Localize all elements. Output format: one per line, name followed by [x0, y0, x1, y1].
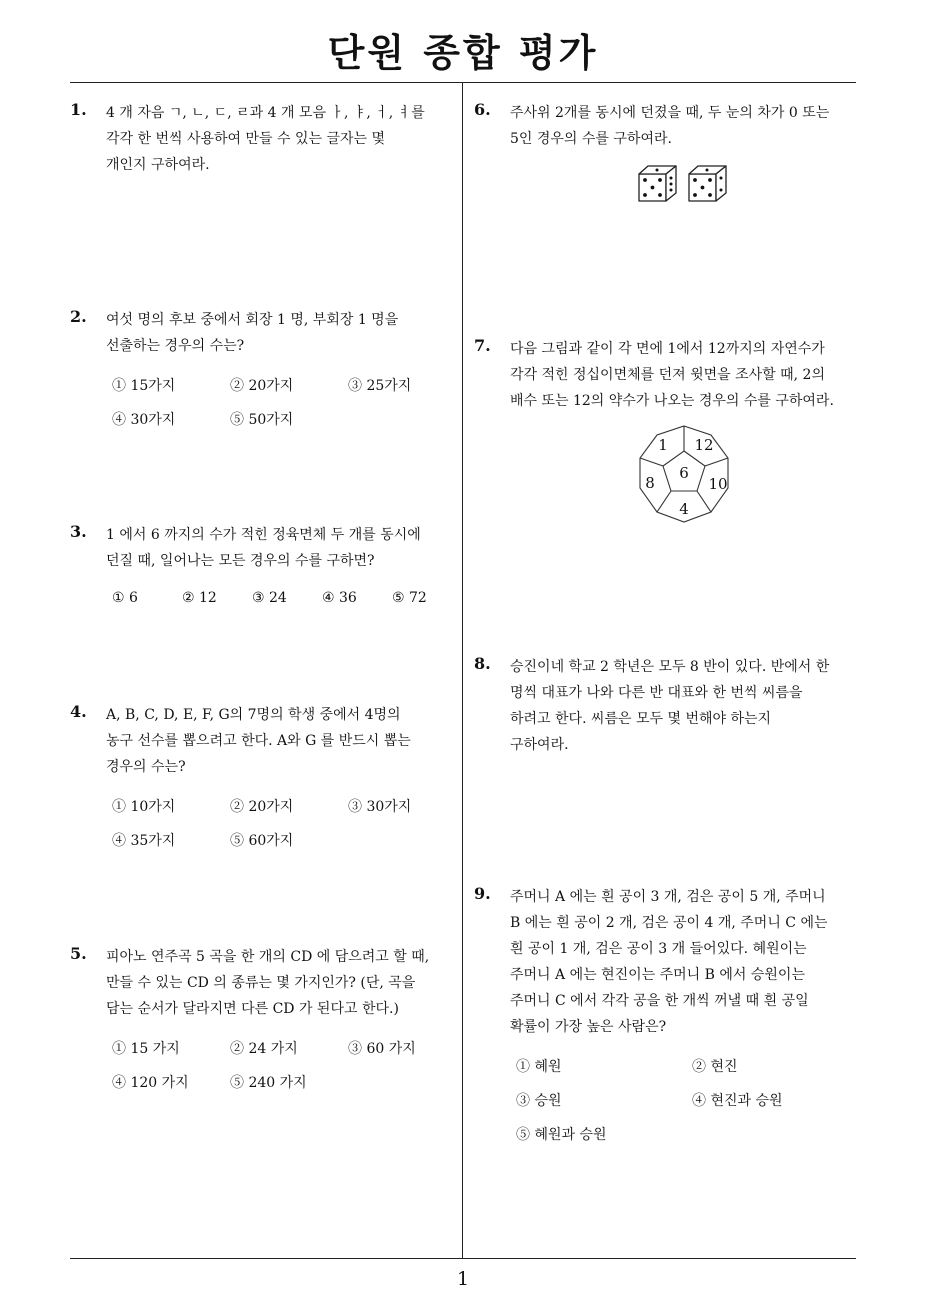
question-text: 다음 그림과 같이 각 면에 1에서 12까지의 자연수가 각각 적힌 정십이면체를 던져 윗면을 조사할 때, 2의 배수 또는 12의 약수가 나오는 경우의 수를 구하여라. [510, 341, 834, 409]
choice-1[interactable]: ① 6 [112, 590, 138, 606]
two-dice-figure [636, 162, 732, 204]
question-number: 8. [474, 654, 491, 673]
question-text: 승진이네 학교 2 학년은 모두 8 반이 있다. 반에서 한 명씩 대표가 나와 다른 반 대표와 한 번씩 씨름을 하려고 한다. 씨름은 모두 몇 번해야 하는지 구하여라. [510, 659, 830, 753]
choice-2[interactable]: ② 20가지 [230, 378, 294, 394]
choice-2[interactable]: ② 현진 [692, 1059, 738, 1075]
question-7 [474, 336, 858, 414]
answer-choices [516, 1056, 858, 1144]
question-text: 여섯 명의 후보 중에서 회장 1 명, 부회장 1 명을 선출하는 경우의 수는? [106, 312, 399, 354]
choice-3[interactable]: ③ 30가지 [348, 799, 412, 815]
choice-3[interactable]: ③ 승원 [516, 1093, 562, 1109]
column-divider [462, 83, 463, 1259]
question-text: A, B, C, D, E, F, G의 7명의 학생 중에서 4명의 농구 선수를 뽑으려고 한다. A와 G 를 반드시 뽑는 경우의 수는? [106, 707, 411, 775]
choice-2[interactable]: ② 12 [182, 590, 217, 606]
choice-3[interactable]: ③ 25가지 [348, 378, 412, 394]
face-label-10: 10 [708, 475, 728, 493]
choice-2[interactable]: ② 24 가지 [230, 1041, 298, 1057]
choice-3[interactable]: ③ 24 [252, 590, 287, 606]
top-rule [70, 82, 856, 83]
question-3 [70, 522, 454, 606]
question-text: 주머니 A 에는 흰 공이 3 개, 검은 공이 5 개, 주머니 B 에는 흰 공이 2 개, 검은 공이 4 개, 주머니 C 에는 흰 공이 1 개, 검은 공이 3 개 들어있다. 혜원이는 주머니 A 에는 현진이는 주머니 B 에서 승원이는 주머니 C 에서 각각 공을 한 개씩 꺼낼 때 흰 공일 확률이 가장 높은 사람은? [510, 889, 828, 1035]
choice-4[interactable]: ④ 120 가지 [112, 1075, 189, 1091]
choice-5[interactable]: ⑤ 240 가지 [230, 1075, 307, 1091]
choice-1[interactable]: ① 혜원 [516, 1059, 562, 1075]
answer-choices [112, 375, 454, 429]
face-label-1: 1 [658, 436, 668, 454]
face-label-12: 12 [694, 436, 714, 454]
choice-4[interactable]: ④ 36 [322, 590, 357, 606]
answer-choices [112, 796, 454, 850]
question-number: 9. [474, 884, 491, 903]
question-number: 3. [70, 522, 87, 541]
page-title: 단원 종합 평가 [327, 31, 599, 75]
choice-1[interactable]: ① 15 가지 [112, 1041, 180, 1057]
face-label-8: 8 [645, 474, 655, 492]
face-label-4: 4 [679, 500, 689, 518]
dodecahedron-figure [634, 424, 734, 524]
question-1 [70, 100, 454, 178]
choice-2[interactable]: ② 20가지 [230, 799, 294, 815]
answer-choices [112, 590, 454, 606]
question-number: 6. [474, 100, 491, 119]
choice-5[interactable]: ⑤ 72 [392, 590, 427, 606]
question-number: 1. [70, 100, 87, 119]
choice-4[interactable]: ④ 현진과 승원 [692, 1093, 783, 1109]
question-text: 주사위 2개를 동시에 던졌을 때, 두 눈의 차가 0 또는 5인 경우의 수를 구하여라. [510, 105, 830, 147]
question-number: 2. [70, 307, 87, 326]
choice-1[interactable]: ① 10가지 [112, 799, 176, 815]
question-number: 5. [70, 944, 87, 963]
question-9 [474, 884, 858, 1144]
question-text: 4 개 자음 ㄱ, ㄴ, ㄷ, ㄹ과 4 개 모음 ㅏ, ㅑ, ㅓ, ㅕ를 각각 한 번씩 사용하여 만들 수 있는 글자는 몇 개인지 구하여라. [106, 105, 425, 173]
answer-choices [112, 1038, 454, 1092]
question-text: 피아노 연주곡 5 곡을 한 개의 CD 에 담으려고 할 때, 만들 수 있는 CD 의 종류는 몇 가지인가? (단, 곡을 담는 순서가 달라지면 다른 CD 가 된다고 한다.) [106, 949, 430, 1017]
choice-4[interactable]: ④ 35가지 [112, 833, 176, 849]
choice-5[interactable]: ⑤ 60가지 [230, 833, 294, 849]
question-text: 1 에서 6 까지의 수가 적힌 정육면체 두 개를 동시에 던질 때, 일어나는 모든 경우의 수를 구하면? [106, 527, 421, 569]
question-5 [70, 944, 454, 1092]
question-4 [70, 702, 454, 850]
question-number: 7. [474, 336, 491, 355]
choice-5[interactable]: ⑤ 50가지 [230, 412, 294, 428]
bottom-rule [70, 1258, 856, 1259]
choice-5[interactable]: ⑤ 혜원과 승원 [516, 1127, 607, 1143]
face-label-6: 6 [679, 464, 689, 482]
choice-4[interactable]: ④ 30가지 [112, 412, 176, 428]
question-number: 4. [70, 702, 87, 721]
question-8 [474, 654, 858, 758]
page-number: 1 [456, 1268, 470, 1290]
question-2 [70, 307, 454, 429]
choice-3[interactable]: ③ 60 가지 [348, 1041, 416, 1057]
choice-1[interactable]: ① 15가지 [112, 378, 176, 394]
question-6 [474, 100, 858, 152]
